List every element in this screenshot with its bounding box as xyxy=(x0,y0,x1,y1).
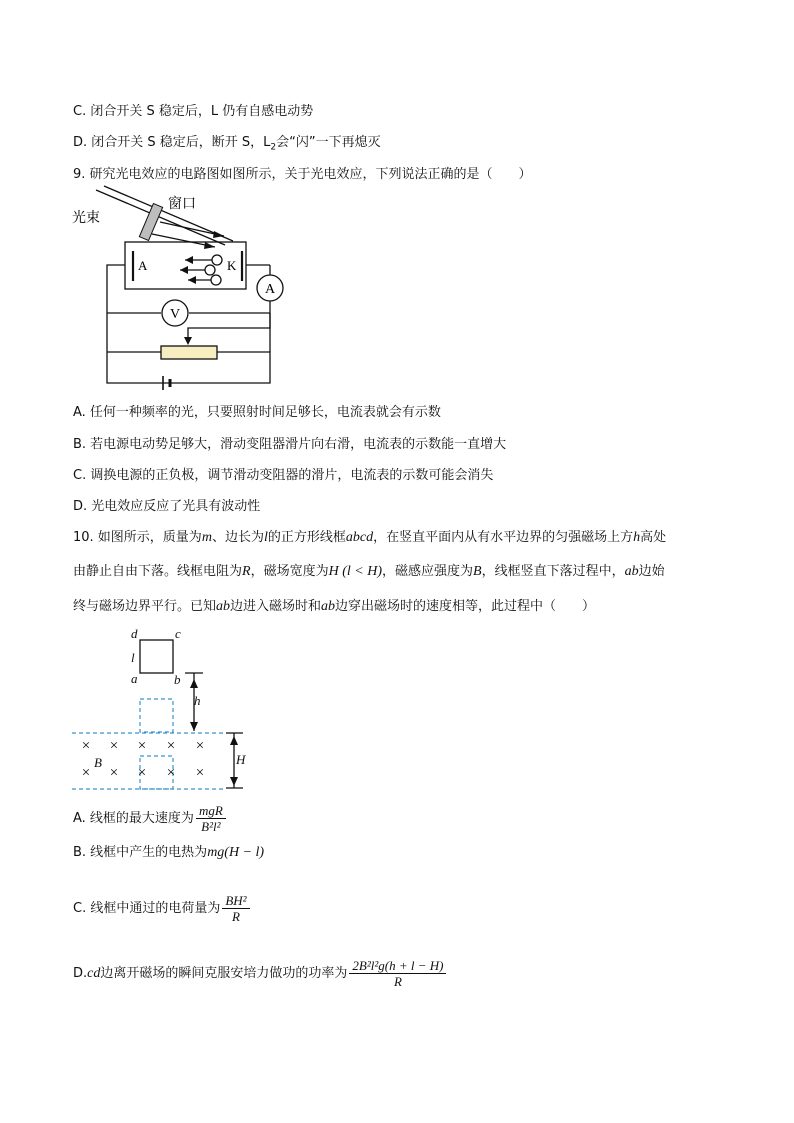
q10-var-abcd: abcd xyxy=(345,530,374,545)
q10-var-l: l xyxy=(263,530,268,545)
q10-option-d-fraction xyxy=(349,958,446,989)
q9-label-window: 窗口 xyxy=(168,197,196,212)
q10-var-r: R xyxy=(242,564,251,579)
fraction-denominator: R xyxy=(393,974,402,989)
q10-option-b-expression: mg(H − l) xyxy=(207,845,265,860)
q10-var-h: h xyxy=(633,530,641,545)
q9-stem: 9. 研究光电效应的电路图如图所示，关于光电效应，下列说法正确的是（ ） xyxy=(73,167,532,182)
field-cross: × xyxy=(137,765,147,781)
q10-text: 边穿出磁场时的速度相等，此过程中（ ） xyxy=(335,599,596,614)
q10-text: 10. 如图所示，质量为 xyxy=(73,530,202,545)
fraction-denominator: B²l² xyxy=(201,819,221,834)
field-cross: × xyxy=(195,738,205,754)
q9-circuit-figure xyxy=(70,190,300,390)
q10-text: 高处 xyxy=(640,530,667,545)
q10-var-ab: ab xyxy=(624,564,639,579)
vertex-c-label: c xyxy=(175,626,181,641)
fraction-denominator: R xyxy=(231,909,240,924)
q10-text: 的正方形线框 xyxy=(267,530,346,545)
q10-stem-line1 xyxy=(73,528,666,548)
field-cross: × xyxy=(166,738,176,754)
field-cross: × xyxy=(109,765,119,781)
fraction-numerator: mgR xyxy=(196,803,226,819)
q10-var-b: B xyxy=(473,564,482,579)
q9-label-voltmeter: V xyxy=(169,307,181,322)
q10-option-a-fraction xyxy=(196,803,226,834)
q10-option-d xyxy=(73,958,446,989)
height-h-label: h xyxy=(194,693,201,708)
q8-option-d-tail: 会“闪”一下再熄灭 xyxy=(276,135,381,150)
q10-option-a-text: A. 线框的最大速度为 xyxy=(73,811,194,826)
fraction-numerator: BH² xyxy=(222,893,249,909)
q10-text: 、边长为 xyxy=(211,530,264,545)
q8-option-d-subscript: 2 xyxy=(270,142,277,153)
q10-text: 边进入磁场时和 xyxy=(230,599,322,614)
q10-option-d-text: 边离开磁场的瞬间克服安培力做功的功率为 xyxy=(100,966,348,981)
q9-option-a: A. 任何一种频率的光，只要照射时间足够长，电流表就会有示数 xyxy=(73,405,441,420)
field-cross: × xyxy=(195,765,205,781)
q10-var-m: m xyxy=(201,530,212,545)
q9-option-d: D. 光电效应反应了光具有波动性 xyxy=(73,499,261,514)
vertex-d-label: d xyxy=(131,626,138,641)
vertex-b-label: b xyxy=(174,672,181,687)
q10-var-ab: ab xyxy=(321,599,336,614)
q8-option-d-text: D. 闭合开关 S 稳定后，断开 S，L xyxy=(73,135,271,150)
q10-var-cd: cd xyxy=(87,966,101,981)
side-l-label: l xyxy=(131,650,135,665)
q10-text: 边始 xyxy=(638,564,665,579)
q9-label-anode: A xyxy=(138,258,148,273)
q10-condition: H (l < H) xyxy=(328,564,382,579)
q10-option-d-text: D. xyxy=(73,966,88,981)
field-cross: × xyxy=(137,738,147,754)
q9-label-cathode: K xyxy=(227,258,237,273)
field-cross: × xyxy=(81,765,91,781)
q9-label-beam: 光束 xyxy=(72,211,100,226)
q8-option-c: C. 闭合开关 S 稳定后，L 仍有自感电动势 xyxy=(73,104,314,119)
field-b-label: B xyxy=(94,755,102,770)
q8-option-d xyxy=(73,133,381,153)
q9-option-b: B. 若电源电动势足够大，滑动变阻器滑片向右滑，电流表的示数能一直增大 xyxy=(73,437,507,452)
q10-text: ，磁感应强度为 xyxy=(381,564,473,579)
q10-option-a xyxy=(73,803,226,834)
q10-text: ，磁场宽度为 xyxy=(250,564,329,579)
q10-option-b-text: B. 线框中产生的电热为 xyxy=(73,845,208,860)
field-cross: × xyxy=(109,738,119,754)
field-cross: × xyxy=(166,765,176,781)
q10-option-c-text: C. 线框中通过的电荷量为 xyxy=(73,901,221,916)
q10-stem-line3 xyxy=(73,597,595,617)
q10-var-ab: ab xyxy=(216,599,231,614)
field-width-h-label: H xyxy=(236,752,246,767)
q10-option-c xyxy=(73,893,250,924)
q9-option-c: C. 调换电源的正负极，调节滑动变阻器的滑片，电流表的示数可能会消失 xyxy=(73,468,494,483)
q10-option-c-fraction xyxy=(222,893,249,924)
q9-label-ammeter: A xyxy=(264,282,276,297)
vertex-a-label: a xyxy=(131,671,138,686)
q10-option-b xyxy=(73,843,264,863)
q10-stem-line2 xyxy=(73,562,665,582)
q10-magnetic-field-figure xyxy=(70,625,260,795)
q10-text: ，线框竖直下落过程中， xyxy=(481,564,625,579)
q10-text: ，在竖直平面内从有水平边界的匀强磁场上方 xyxy=(373,530,634,545)
field-cross: × xyxy=(81,738,91,754)
fraction-numerator: 2B²l²g(h + l − H) xyxy=(349,958,446,974)
q10-text: 终与磁场边界平行。已知 xyxy=(73,599,217,614)
q10-text: 由静止自由下落。线框电阻为 xyxy=(73,564,243,579)
